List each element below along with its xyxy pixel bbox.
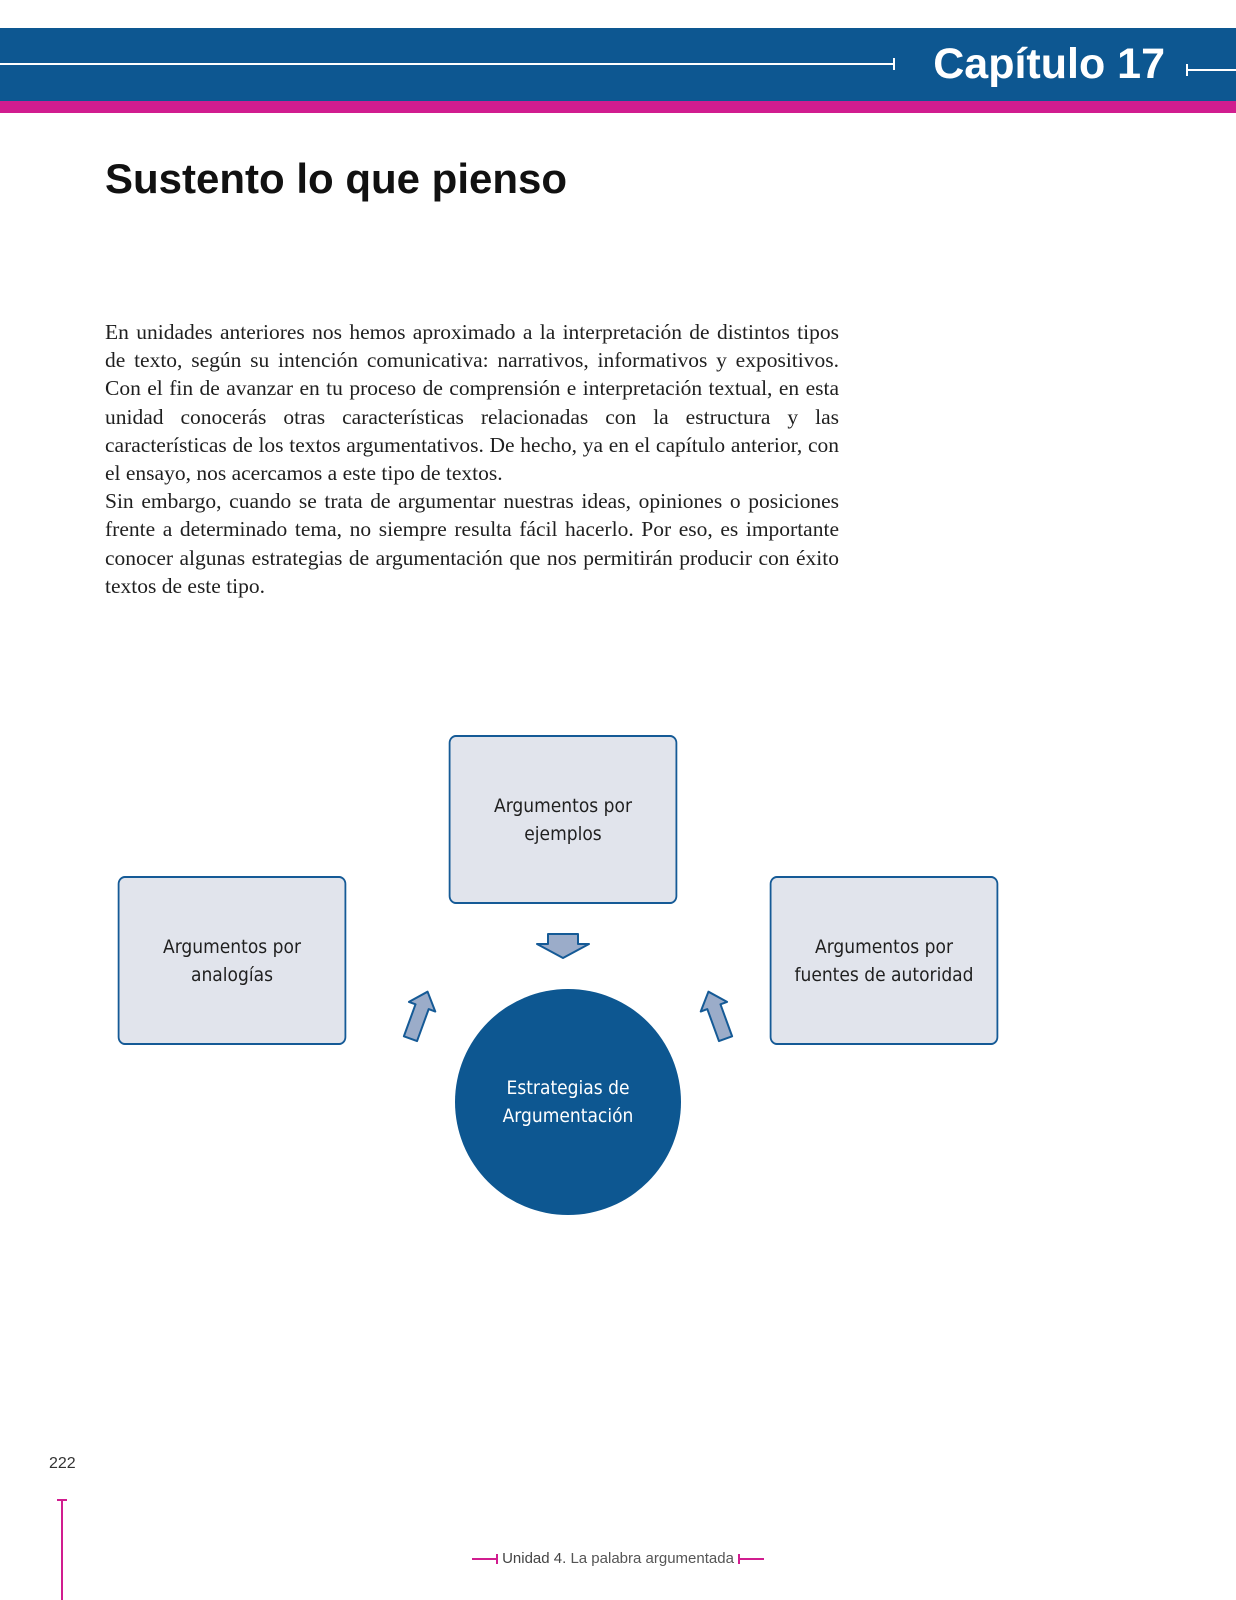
- diagram-hub-label: Estrategias de Argumentación: [502, 1077, 634, 1127]
- diagram-box-analogies: Argumentos por analogías: [118, 876, 347, 1045]
- paragraph: En unidades anteriores nos hemos aproximado a la interpretación de distintos tipos de texto, según su intención comunicativa: narrativos, informativos y expositivos. Con el fin de avanzar en tu proceso de comprensión e interpretación textual, en esta unidad conocerás otras características relacionadas con la estructura y las características de los textos argumentativos. De hecho, ya en el capítulo anterior, con el ensayo, nos acercamos a este tipo de textos.: [105, 320, 839, 486]
- arrow-left-icon: [397, 987, 440, 1044]
- footer-rule-right: [738, 1558, 764, 1560]
- page-number: 222: [49, 1455, 76, 1472]
- chapter-title: Capítulo 17: [933, 40, 1165, 88]
- footer-unit: Unidad 4.: [502, 1550, 567, 1567]
- footer-rule-left: [472, 1558, 498, 1560]
- paragraph: Sin embargo, cuando se trata de argumentar nuestras ideas, opiniones o posiciones frente a determinado tema, no siempre resulta fácil hacerlo. Por eso, es importante conocer algunas estrategias de argumentación que nos permitirán producir con éxito textos de este tipo.: [105, 489, 839, 598]
- footer-unit-title: La palabra argumentada: [570, 1550, 734, 1567]
- section-title: Sustento lo que pienso: [105, 155, 568, 202]
- diagram-box-authority: Argumentos por fuentes de autoridad: [770, 876, 999, 1045]
- diagram-hub-circle: [455, 989, 681, 1215]
- arrow-down-icon: [537, 934, 589, 958]
- diagram-box-examples: Argumentos por ejemplos: [449, 735, 678, 904]
- running-footer: [0, 1550, 1236, 1567]
- arrow-right-icon: [695, 987, 738, 1044]
